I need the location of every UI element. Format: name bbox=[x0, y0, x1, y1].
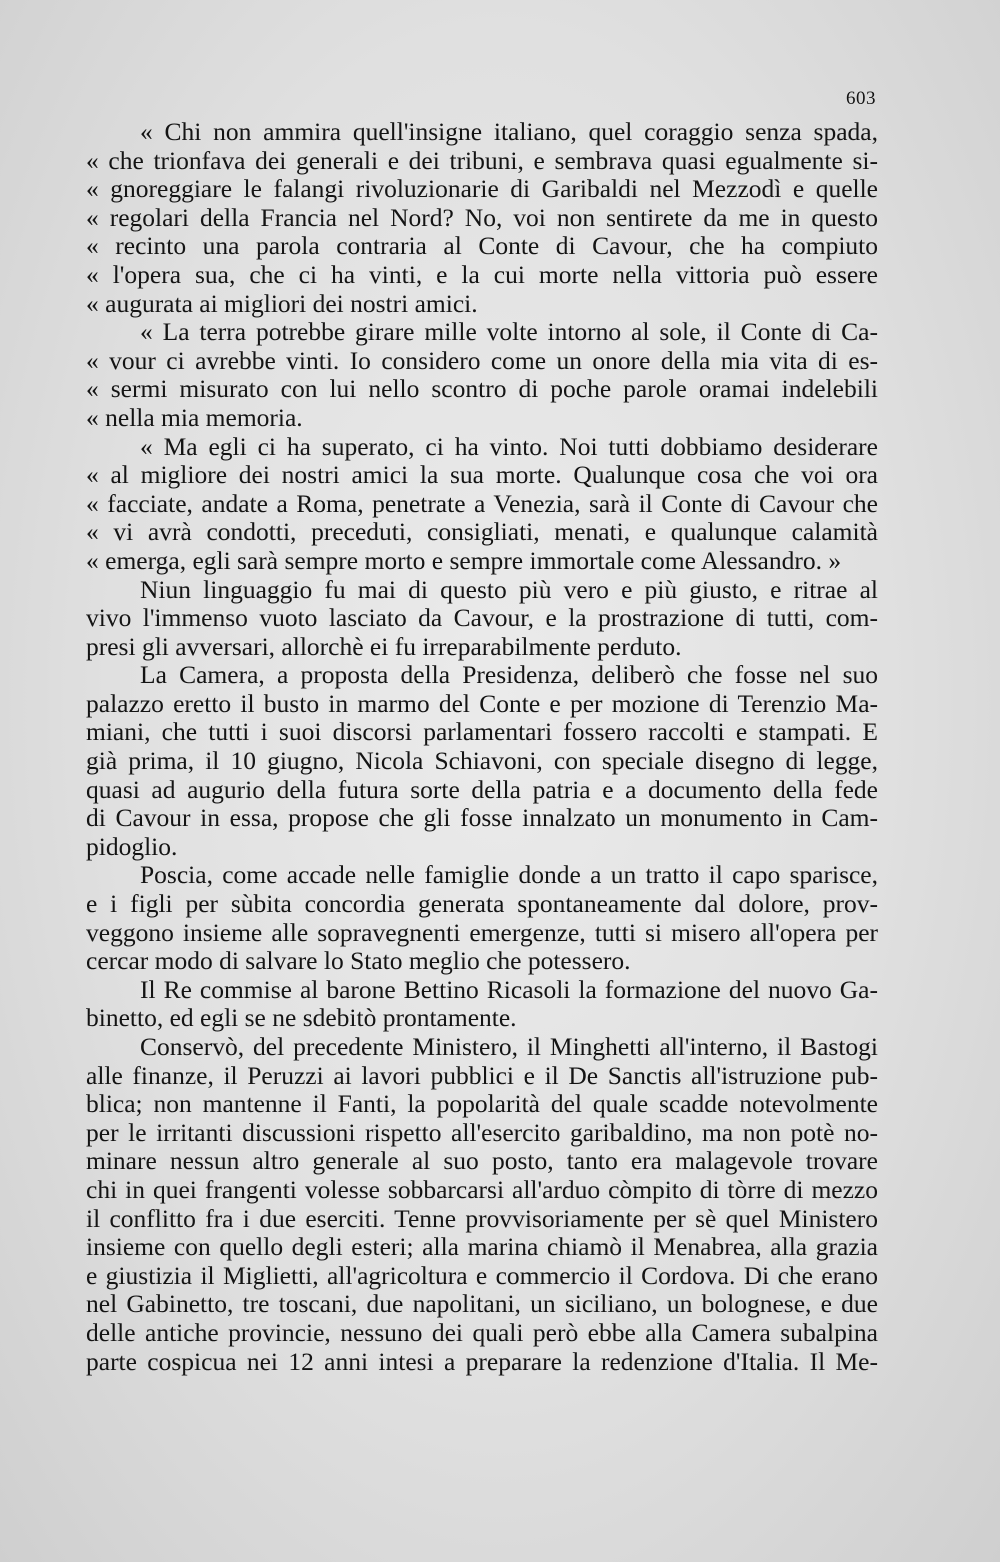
page-number: 603 bbox=[846, 88, 876, 109]
text-line: « augurata ai migliori dei nostri amici. bbox=[86, 288, 478, 318]
text-line: palazzo eretto il busto in marmo del Conte e per mozione di Terenzio Ma- bbox=[86, 688, 878, 718]
text-line: « recinto una parola contraria al Conte di Cavour, che ha compiuto bbox=[86, 231, 878, 261]
text-line: e i figli per sùbita concordia generata spontaneamente dal dolore, prov- bbox=[86, 889, 878, 919]
text-line: delle antiche provincie, nessuno dei quali però ebbe alla Camera subalpina bbox=[86, 1317, 878, 1347]
text-line: « nella mia memoria. bbox=[86, 402, 303, 432]
text-line: « regolari della Francia nel Nord? No, voi non sentirete da me in questo bbox=[86, 202, 878, 232]
text-line: cercar modo di salvare lo Stato meglio che potessero. bbox=[86, 946, 631, 976]
text-line: vivo l'immenso vuoto lasciato da Cavour, e la prostrazione di tutti, com- bbox=[86, 603, 878, 633]
text-line: insieme con quello degli esteri; alla marina chiamò il Menabrea, alla grazia bbox=[86, 1232, 878, 1262]
text-line: « facciate, andate a Roma, penetrate a Venezia, sarà il Conte di Cavour che bbox=[86, 488, 878, 518]
text-line: « emerga, egli sarà sempre morto e sempre immortale come Alessandro. » bbox=[86, 545, 842, 575]
text-line: « vi avrà condotti, preceduti, consigliati, menati, e qualunque calamità bbox=[86, 517, 878, 547]
text-line: già prima, il 10 giugno, Nicola Schiavoni, con speciale disegno di legge, bbox=[86, 746, 878, 776]
text-line: La Camera, a proposta della Presidenza, deliberò che fosse nel suo bbox=[140, 660, 878, 690]
text-line: parte cospicua nei 12 anni intesi a preparare la redenzione d'Italia. Il Me- bbox=[86, 1346, 878, 1376]
text-line: « che trionfava dei generali e dei tribuni, e sembrava quasi egualmente si- bbox=[86, 145, 878, 175]
text-line: miani, che tutti i suoi discorsi parlamentari fossero raccolti e stampati. E bbox=[86, 717, 878, 747]
text-line: il conflitto fra i due eserciti. Tenne provvisoriamente per sè quel Ministero bbox=[86, 1203, 878, 1233]
text-line: « l'opera sua, che ci ha vinti, e la cui morte nella vittoria può essere bbox=[86, 259, 878, 289]
text-line: blica; non mantenne il Fanti, la popolarità del quale scadde notevolmente bbox=[86, 1089, 878, 1119]
text-line: binetto, ed egli se ne sdebitò prontamente. bbox=[86, 1003, 517, 1033]
body-text bbox=[86, 118, 878, 1376]
text-line: per le irritanti discussioni rispetto all'esercito garibaldino, ma non potè no- bbox=[86, 1117, 878, 1147]
text-line: minare nessun altro generale al suo posto, tanto era malagevole trovare bbox=[86, 1146, 878, 1176]
text-line: chi in quei frangenti volesse sobbarcarsi all'arduo còmpito di tòrre di mezzo bbox=[86, 1174, 878, 1204]
text-line: « Ma egli ci ha superato, ci ha vinto. Noi tutti dobbiamo desiderare bbox=[140, 431, 878, 461]
text-line: nel Gabinetto, tre toscani, due napolitani, un siciliano, un bolognese, e due bbox=[86, 1289, 878, 1319]
text-line: veggono insieme alle sopravegnenti emergenze, tutti si misero all'opera per bbox=[86, 917, 878, 947]
text-line: di Cavour in essa, propose che gli fosse innalzato un monumento in Cam- bbox=[86, 803, 878, 833]
text-line: « gnoreggiare le falangi rivoluzionarie di Garibaldi nel Mezzodì e quelle bbox=[86, 174, 878, 204]
text-line: « La terra potrebbe girare mille volte intorno al sole, il Conte di Ca- bbox=[140, 317, 878, 347]
text-line: « vour ci avrebbe vinti. Io considero come un onore della mia vita di es- bbox=[86, 345, 878, 375]
text-line: Conservò, del precedente Ministero, il Minghetti all'interno, il Bastogi bbox=[140, 1032, 878, 1061]
text-line: pidoglio. bbox=[86, 831, 178, 861]
text-line: alle finanze, il Peruzzi ai lavori pubblici e il De Sanctis all'istruzione pub- bbox=[86, 1060, 878, 1090]
text-line: Niun linguaggio fu mai di questo più vero e più giusto, e ritrae al bbox=[140, 574, 878, 604]
text-line: « Chi non ammira quell'insigne italiano, quel coraggio senza spada, bbox=[140, 117, 878, 146]
text-line: e giustizia il Miglietti, all'agricoltura e commercio il Cordova. Di che erano bbox=[86, 1260, 878, 1290]
text-line: presi gli avversari, allorchè ei fu irreparabilmente perduto. bbox=[86, 631, 682, 661]
text-line: « al migliore dei nostri amici la sua morte. Qualunque cosa che voi ora bbox=[86, 460, 878, 490]
text-line: Il Re commise al barone Bettino Ricasoli la formazione del nuovo Ga- bbox=[140, 974, 878, 1004]
text-line: quasi ad augurio della futura sorte della patria e a documento della fede bbox=[86, 774, 878, 804]
text-line: « sermi misurato con lui nello scontro di poche parole oramai indelebili bbox=[86, 374, 878, 404]
text-line: Poscia, come accade nelle famiglie donde a un tratto il capo sparisce, bbox=[140, 860, 878, 890]
